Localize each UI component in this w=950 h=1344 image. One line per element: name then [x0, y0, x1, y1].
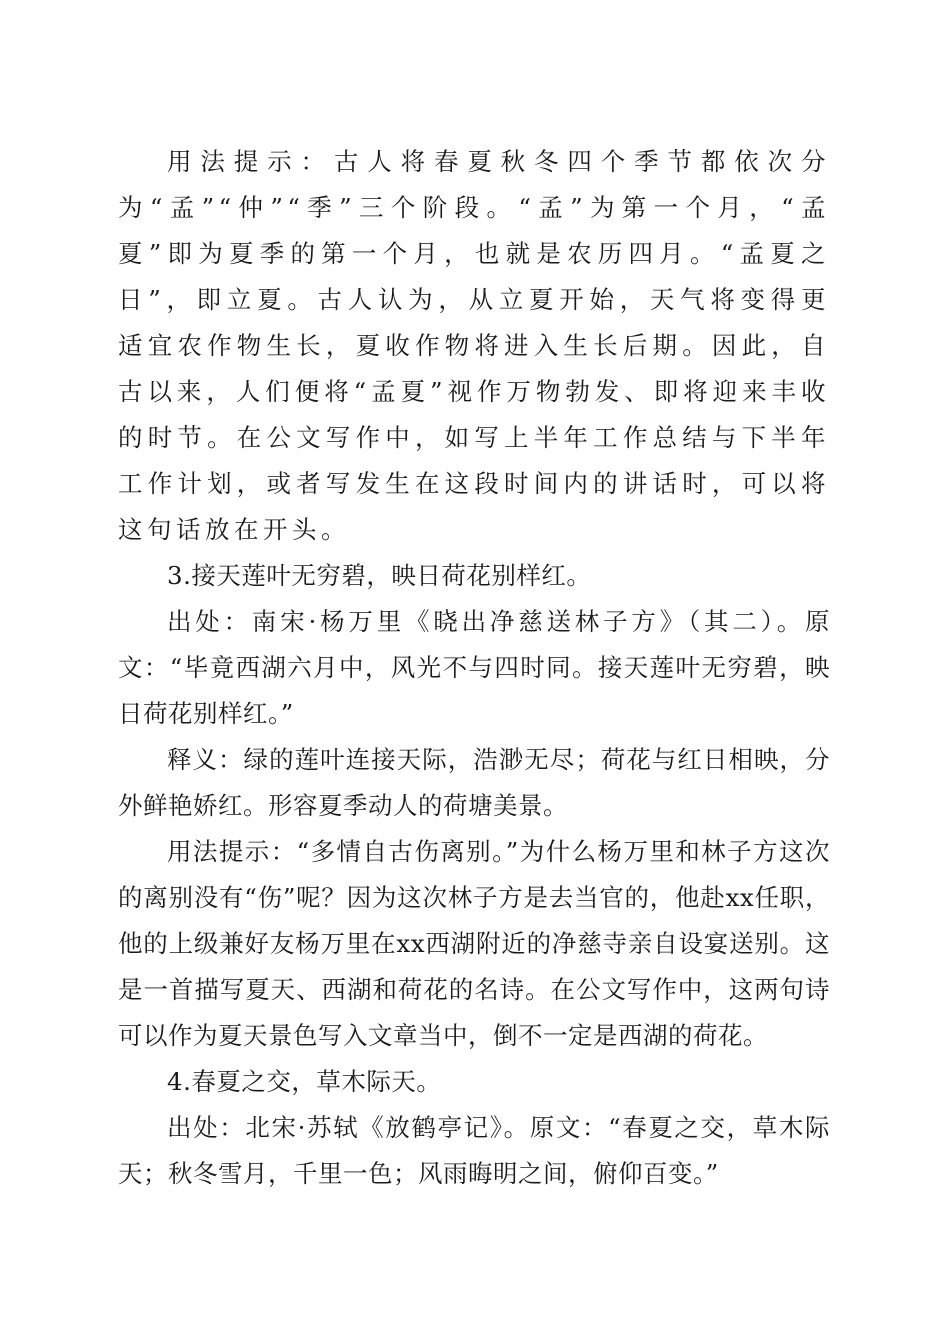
- quote-heading-3: 3.接天莲叶无穷碧，映日荷花别样红。: [167, 561, 592, 590]
- quote-heading-4: 4.春夏之交，草木际天。: [167, 1067, 442, 1096]
- explanation-paragraph-3: 释义：绿的莲叶连接天际，浩渺无尽；荷花与红日相映，分外鲜艳娇红。形容夏季动人的荷塘美景。: [118, 745, 830, 820]
- source-paragraph-4: 出处：北宋·苏轼《放鹤亭记》。原文：“春夏之交，草木际天；秋冬雪月，千里一色；风雨晦明之间，俯仰百变。”: [118, 1113, 830, 1188]
- usage-tip-paragraph-3: 用法提示：“多情自古伤离别。”为什么杨万里和林子方这次的离别没有“伤”呢？因为这次林子方是去当官的，他赴xx任职，他的上级兼好友杨万里在xx西湖附近的净慈寺亲自设宴送别。这是一首描写夏天、西湖和荷花的名诗。在公文写作中，这两句诗可以作为夏天景色写入文章当中，倒不一定是西湖的荷花。: [118, 837, 830, 1050]
- document-body: [118, 139, 830, 1197]
- usage-tip-paragraph-mengxia: 用法提示：古人将春夏秋冬四个季节都依次分为“孟”“仲”“季”三个阶段。“孟”为第一个月，“孟夏”即为夏季的第一个月，也就是农历四月。“孟夏之日”，即立夏。古人认为，从立夏开始，天气将变得更适宜农作物生长，夏收作物将进入生长后期。因此，自古以来，人们便将“孟夏”视作万物勃发、即将迎来丰收的时节。在公文写作中，如写上半年工作总结与下半年工作计划，或者写发生在这段时间内的讲话时，可以将这句话放在开头。: [118, 147, 830, 544]
- source-paragraph-3: 出处：南宋·杨万里《晓出净慈送林子方》（其二）。原文：“毕竟西湖六月中，风光不与四时同。接天莲叶无穷碧，映日荷花别样红。”: [118, 607, 830, 728]
